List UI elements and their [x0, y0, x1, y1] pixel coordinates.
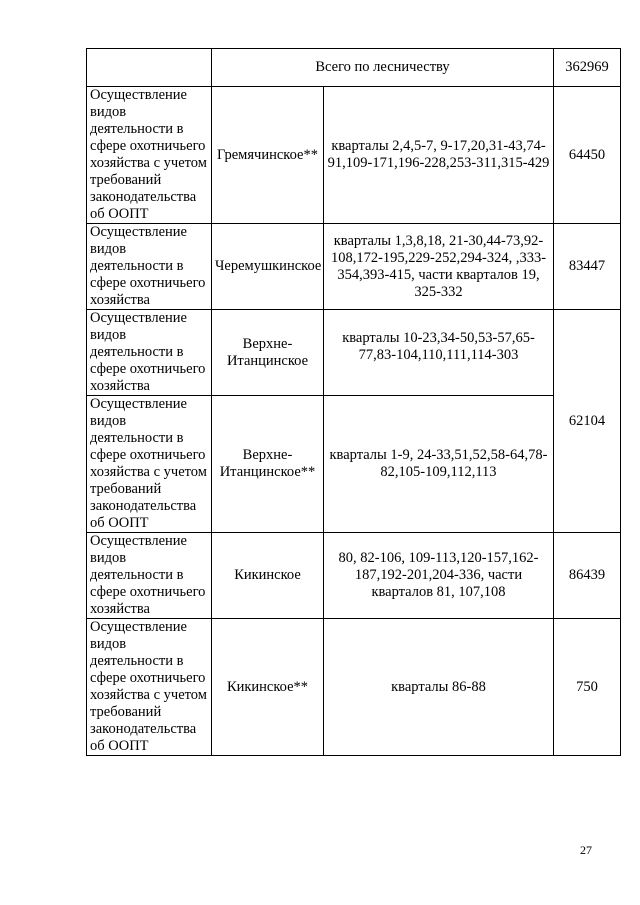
district-cell: Кикинское** [212, 619, 324, 756]
area-cell: 62104 [554, 310, 621, 533]
district-cell: Кикинское [212, 533, 324, 619]
quarters-cell: кварталы 2,4,5-7, 9-17,20,31-43,74-91,109-171,196-228,253-311,315-429 [324, 87, 554, 224]
table-row [87, 619, 621, 756]
total-value: 362969 [554, 49, 621, 87]
quarters-cell: 80, 82-106, 109-113,120-157,162-187,192-201,204-336, части кварталов 81, 107,108 [324, 533, 554, 619]
table-row [87, 87, 621, 224]
activity-cell: Осуществление видов деятельности в сфере охотничьего хозяйства [87, 533, 212, 619]
table-row [87, 224, 621, 310]
page-number: 27 [580, 843, 592, 857]
quarters-cell: кварталы 1-9, 24-33,51,52,58-64,78-82,105-109,112,113 [324, 396, 554, 533]
quarters-cell: кварталы 86-88 [324, 619, 554, 756]
total-empty-cell [87, 49, 212, 87]
quarters-cell: кварталы 1,3,8,18, 21-30,44-73,92-108,172-195,229-252,294-324, ,333-354,393-415, части кварталов 19, 325-332 [324, 224, 554, 310]
total-row [87, 49, 621, 87]
activity-cell: Осуществление видов деятельности в сфере охотничьего хозяйства [87, 224, 212, 310]
table-row [87, 533, 621, 619]
activity-cell: Осуществление видов деятельности в сфере охотничьего хозяйства с учетом требований законодательства об ООПТ [87, 619, 212, 756]
table-row [87, 310, 621, 396]
area-cell: 64450 [554, 87, 621, 224]
activity-cell: Осуществление видов деятельности в сфере охотничьего хозяйства с учетом требований законодательства об ООПТ [87, 87, 212, 224]
activity-cell: Осуществление видов деятельности в сфере охотничьего хозяйства [87, 310, 212, 396]
area-cell: 86439 [554, 533, 621, 619]
forest-use-table [86, 48, 621, 756]
quarters-cell: кварталы 10-23,34-50,53-57,65-77,83-104,110,111,114-303 [324, 310, 554, 396]
district-cell: Верхне-Итанцинское [212, 310, 324, 396]
table-row [87, 396, 621, 533]
area-cell: 83447 [554, 224, 621, 310]
area-cell: 750 [554, 619, 621, 756]
total-label: Всего по лесничеству [212, 49, 554, 87]
district-cell: Гремячинское** [212, 87, 324, 224]
district-cell: Верхне-Итанцинское** [212, 396, 324, 533]
activity-cell: Осуществление видов деятельности в сфере охотничьего хозяйства с учетом требований законодательства об ООПТ [87, 396, 212, 533]
district-cell: Черемушкинское [212, 224, 324, 310]
